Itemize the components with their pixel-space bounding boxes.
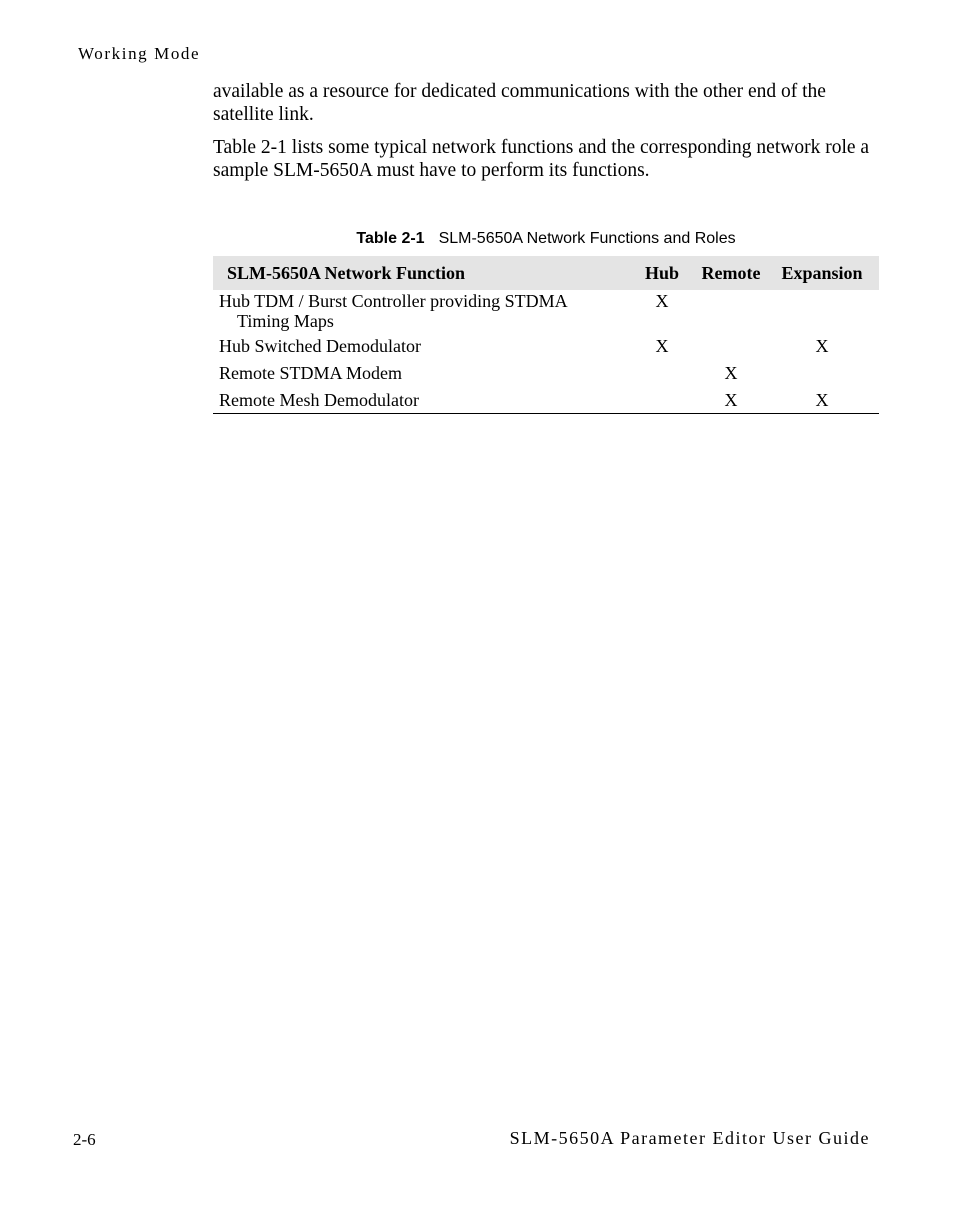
- body-paragraph-table-intro: Table 2-1 lists some typical network functions and the corresponding network role a sample SLM-5650A must have to perform its functions.: [213, 137, 870, 181]
- header-remote: Remote: [697, 256, 765, 290]
- cell-function: Remote Mesh Demodulator: [213, 389, 627, 414]
- cell-expansion: X: [815, 336, 829, 356]
- table-caption: [213, 230, 879, 248]
- cell-function: Remote STDMA Modem: [219, 363, 402, 383]
- table-header-row: [213, 256, 879, 290]
- table-caption-label: Table 2-1: [356, 230, 425, 247]
- table-row: [213, 335, 879, 362]
- cell-remote: X: [724, 363, 738, 383]
- header-function: SLM-5650A Network Function: [213, 256, 627, 290]
- cell-hub: [627, 362, 697, 389]
- cell-expansion: X: [765, 389, 879, 414]
- header-expansion: Expansion: [765, 256, 879, 290]
- cell-expansion: [765, 290, 879, 335]
- cell-hub: X: [655, 291, 669, 311]
- table-row: [213, 362, 879, 389]
- cell-expansion: [765, 362, 879, 389]
- cell-hub: [627, 389, 697, 414]
- table-row: [213, 290, 879, 335]
- cell-remote: [697, 290, 765, 335]
- footer-document-title: SLM-5650A Parameter Editor User Guide: [509, 1128, 870, 1148]
- page-number: 2-6: [73, 1130, 96, 1149]
- table-caption-title: SLM-5650A Network Functions and Roles: [438, 230, 736, 247]
- cell-remote: [697, 335, 765, 362]
- cell-remote: X: [697, 389, 765, 414]
- cell-function: Hub Switched Demodulator: [219, 336, 421, 356]
- cell-hub: X: [655, 336, 669, 356]
- cell-function-line: Hub TDM / Burst Controller providing STDMA: [219, 291, 568, 311]
- network-functions-table: [213, 256, 879, 414]
- table-row: [213, 389, 879, 414]
- body-paragraph-continued: available as a resource for dedicated communications with the other end of the satellite link.: [213, 81, 826, 125]
- cell-function: [213, 290, 627, 335]
- header-hub: Hub: [627, 256, 697, 290]
- running-head: Working Mode: [78, 44, 201, 63]
- cell-function-line-wrapped: Timing Maps: [237, 311, 334, 331]
